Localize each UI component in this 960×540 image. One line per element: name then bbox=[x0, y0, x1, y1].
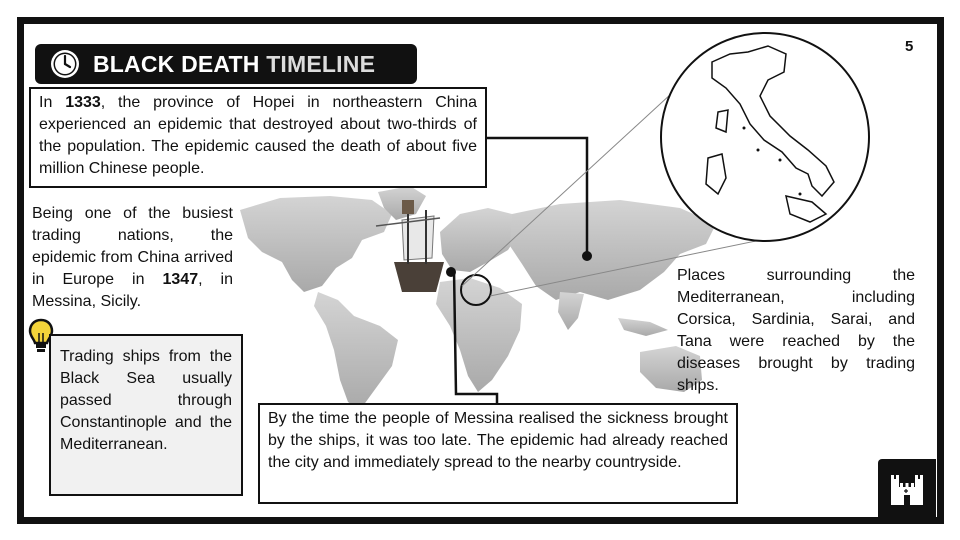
busiest-year: 1347 bbox=[162, 271, 199, 288]
busiest-suffix: , in Messina, Sicily. bbox=[32, 271, 233, 310]
page-number: 5 bbox=[905, 38, 914, 55]
continent-africa bbox=[436, 278, 522, 392]
continent-india bbox=[558, 292, 584, 330]
box-1333-year: 1333 bbox=[65, 94, 101, 111]
title-bar bbox=[35, 44, 417, 84]
text-box-trading-ships bbox=[49, 334, 243, 496]
text-busiest-trading bbox=[32, 203, 233, 313]
title-part-2: TIMELINE bbox=[266, 50, 376, 77]
continent-europe bbox=[440, 208, 520, 272]
castle-icon bbox=[878, 459, 936, 517]
castle-badge bbox=[878, 459, 936, 517]
ships-text: Trading ships from the Black Sea usually passed through Constantinople and the Mediterranean. bbox=[60, 348, 232, 453]
marker-messina bbox=[446, 267, 456, 277]
messina-text: By the time the people of Messina realised the sickness brought by the ships, it was too late. The epidemic had already reached the city and immediately spread to the nearby countryside. bbox=[268, 410, 728, 471]
continent-south-america bbox=[314, 292, 398, 410]
box-1333-text: , the province of Hopei in northeastern China experienced an epidemic that destroyed about two-thirds of the population. The epidemic caused the death of about five million Chinese people. bbox=[39, 94, 477, 177]
continent-north-america bbox=[240, 196, 392, 292]
marker-hopei bbox=[582, 251, 592, 261]
places-text: Places surrounding the Mediterranean, including Corsica, Sardinia, Sarai, and Tana were reached by the diseases brought by trading ships. bbox=[677, 267, 915, 394]
italy-map bbox=[661, 33, 869, 241]
text-box-messina bbox=[258, 403, 738, 504]
text-box-1333 bbox=[29, 87, 487, 188]
text-places-mediterranean bbox=[677, 265, 915, 397]
busiest-text: Being one of the busiest trading nations, the epidemic from China arrived in Europe in bbox=[32, 205, 233, 288]
title-part-1: BLACK DEATH bbox=[93, 50, 260, 77]
box-1333-prefix: In bbox=[39, 94, 66, 111]
page-title bbox=[93, 51, 375, 78]
continent-indonesia bbox=[618, 318, 668, 336]
clock-icon bbox=[49, 48, 81, 80]
